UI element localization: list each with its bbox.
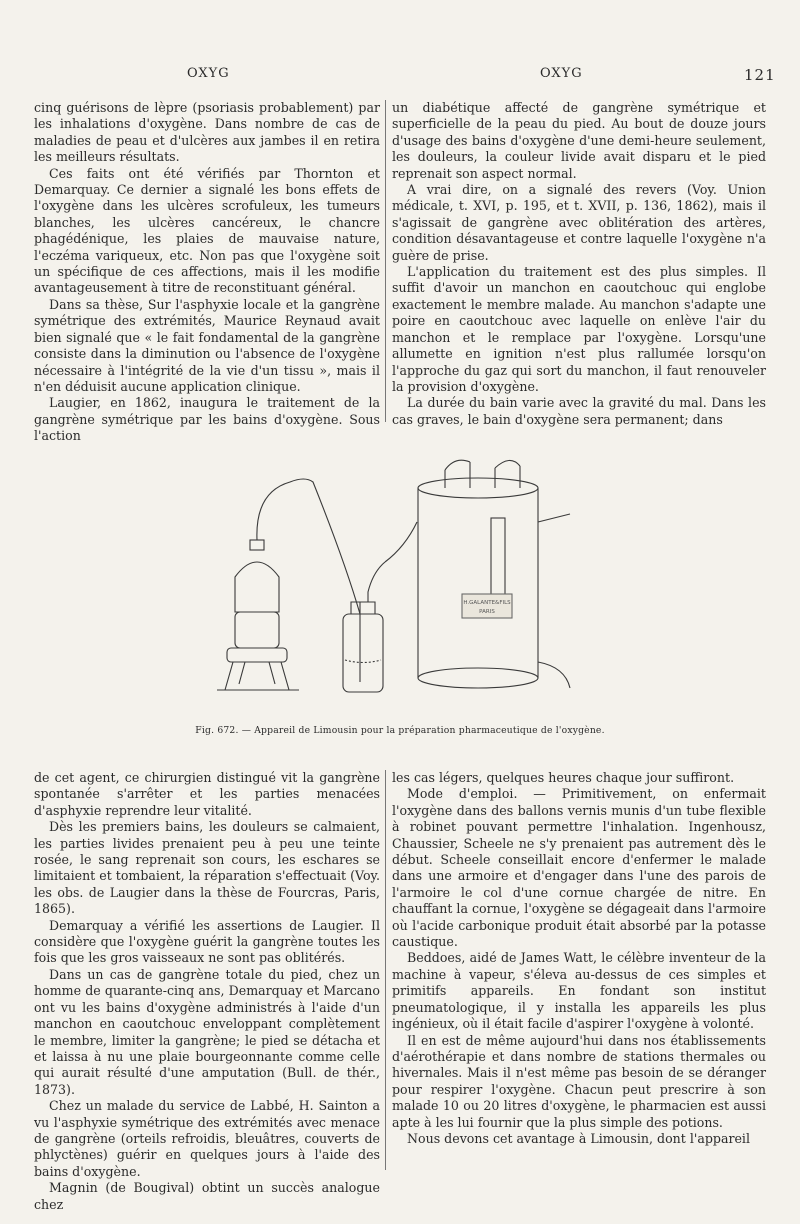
column-rule-bottom [385,770,386,1170]
paragraph: Dans un cas de gangrène totale du pied, chez un homme de quarante-cinq ans, Demarquay et Marcano ont vu les bains d'oxygène administrés à l'aide d'un manchon en caoutchouc enveloppant complètement le membre, limiter la gangrène; le pied se détacha et et laissa à nu une plaie bourgeonnante comme celle qui aurait résulté d'une amputation (Bull. de thér., 1873). [34,966,380,1097]
paragraph: L'application du traitement est des plus simples. Il suffit d'avoir un manchon en caoutchouc qui englobe exactement le membre malade. Au manchon s'adapte une poire en caoutchouc avec laquelle on enlève l'air du manchon et le remplace par l'oxygène. Lorsqu'une allumette en ignition n'est plus rallumée lorsqu'on l'approche du gaz qui sort du manchon, il faut renouveler la provision d'oxygène. [392,264,766,394]
lamp-dome [235,562,279,612]
paragraph: Beddoes, aidé de James Watt, le célèbre inventeur de la machine à vapeur, s'éleva au-dessus de ces simples et primitifs appareils. En fondant son institut pneumatologique, il y installa les appareils les plus ingénieux, où il était facile d'aspirer l'oxygène à volonté. [392,950,766,1032]
column-top-right [392,100,766,428]
maker-mark-city: PARIS [479,609,495,615]
maker-mark: H.GALANTE&FILS [463,600,511,606]
paragraph: de cet agent, ce chirurgien distingué vit la gangrène spontanée s'arrêter et les parties menacées d'asphyxie reprendre leur vitalité. [34,770,380,818]
paragraph: Dès les premiers bains, les douleurs se calmaient, les parties livides prenaient peu à peu une teinte rosée, le sang reprenait son cours, les eschares se limitaient et tombaient, la réparation s'effectuait (Voy. les obs. de Laugier dans la thèse de Fourcras, Paris, 1865). [34,819,380,917]
lamp-cap [250,540,264,550]
wash-bottle [343,614,383,692]
paragraph: Laugier, en 1862, inaugura le traitement de la gangrène symétrique par les bains d'oxygène. Sous l'action [34,395,380,444]
column-top-left [34,100,380,445]
paragraph: Dans sa thèse, Sur l'asphyxie locale et la gangrène symétrique des extrémités, Maurice Reynaud avait bien signalé que « le fait fondamental de la gangrène consiste dans la diminution ou l'absence de l'oxygène nécessaire à l'intégrité de la vie d'un tissu », mais il n'en déduisit aucune application clinique. [34,296,380,394]
running-head-left: OXYG [187,66,230,81]
paragraph: cinq guérisons de lèpre (psoriasis probablement) par les inhalations d'oxygène. Dans nombre de cas de maladies de peau et d'ulcères aux jambes il en retira les meilleurs résultats. [34,100,380,165]
running-head-right: OXYG [540,66,583,81]
column-bottom-left [34,770,380,1213]
paragraph: Chez un malade du service de Labbé, H. Sainton a vu l'asphyxie symétrique des extrémités avec menace de gangrène (orteils refroidis, bleuâtres, couverts de phlyctènes) guérir en quelques jours à l'aide des bains d'oxygène. [34,1098,380,1179]
apparatus-figure [195,452,590,714]
paragraph: un diabétique affecté de gangrène symétrique et superficielle de la peau du pied. Au bout de douze jours d'usage des bains d'oxygène d'une demi-heure seulement, les douleurs, la couleur livide avait disparu et le pied reprenait son aspect normal. [392,100,766,181]
delivery-tube [257,479,360,614]
page-header [0,66,800,90]
column-bottom-right [392,770,766,1147]
paragraph: les cas légers, quelques heures chaque jour suffiront. [392,770,735,785]
paragraph: A vrai dire, on a signalé des revers (Voy. Union médicale, t. XVI, p. 195, et t. XVII, p. 136, 1862), mais il s'agissait de gangrène avec oblitération des artères, condition désavantageuse et contre laquelle l'oxygène n'a guère de prise. [392,182,766,263]
page-number: 121 [744,66,776,84]
paragraph: Il en est de même aujourd'hui dans nos établissements d'aérothérapie et dans nombre de stations thermales ou hivernales. Mais il n'est même pas besoin de se déranger pour respirer l'oxygène. Chacun peut prescrire à son malade 10 ou 20 litres d'oxygène, le pharmacien est aussi apte à les lui fournir que la plus simple des potions. [392,1032,766,1130]
paragraph: Nous devons cet avantage à Limousin, dont l'appareil [407,1130,750,1146]
lamp-body [235,612,279,648]
paragraph: Magnin (de Bougival) obtint un succès analogue chez [34,1180,380,1212]
figure-caption: Fig. 672. — Appareil de Limousin pour la préparation pharmaceutique de l'oxygène. [195,725,605,736]
paragraph: La durée du bain varie avec la gravité du mal. Dans les cas graves, le bain d'oxygène sera permanent; dans [392,395,766,427]
paragraph: Mode d'emploi. — Primitivement, on enfermait l'oxygène dans des ballons vernis munis d'un tube flexible à robinet pouvant permettre l'inhalation. Ingenhousz, Chaussier, Scheele ne s'y prenaient pas autrement dès le début. Scheele conseillait encore d'enfermer le malade dans une armoire et d'engager dans l'une des parois de l'armoire le col d'une cornue chargée de nitre. En chauffant la cornue, l'oxygène se dégageait dans l'armoire où l'acide carbonique produit était absorbé par la potasse caustique. [392,786,766,950]
paragraph: Demarquay a vérifié les assertions de Laugier. Il considère que l'oxygène guérit la gangrène toutes les fois que les gros vaisseaux ne sont pas oblitérés. [34,917,380,966]
column-rule-top [385,100,386,422]
paragraph: Ces faits ont été vérifiés par Thornton et Demarquay. Ce dernier a signalé les bons effets de l'oxygène dans les ulcères scrofuleux, les tumeurs blanches, les ulcères cancéreux, le chancre phagédénique, les plaies de mauvaise nature, l'eczéma variqueux, etc. Non pas que l'oxygène soit un spécifique de ces affections, mais il les modifie avantageusement à titre de reconstituant général. [34,165,380,296]
